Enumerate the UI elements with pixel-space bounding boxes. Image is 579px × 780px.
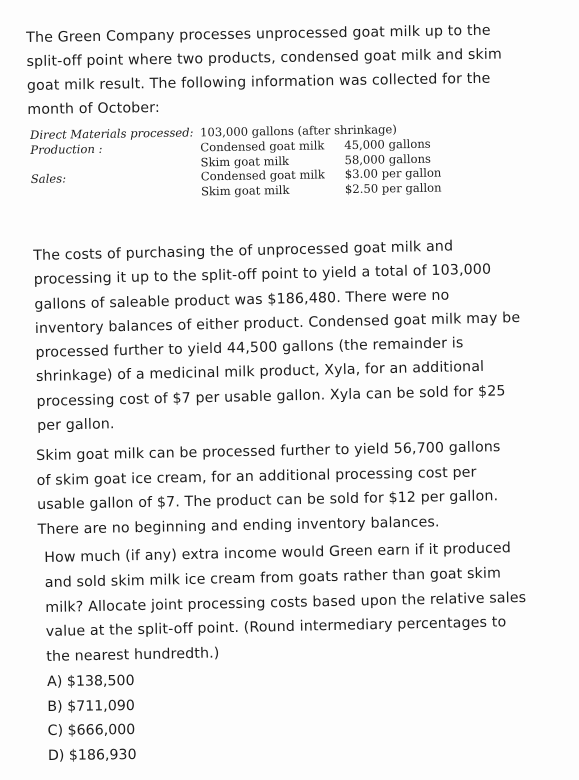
- skim-line: Skim goat milk can be processed further to yield 56,700 gallons: [36, 439, 501, 464]
- costs-line: processing cost of $7 per usable gallon. Xyla can be sold for $25: [36, 383, 506, 410]
- choice-b[interactable]: B) $711,090: [47, 697, 135, 715]
- question-line: the nearest hundredth.): [46, 645, 220, 666]
- sales-value: $3.00 per gallon: [344, 165, 442, 182]
- costs-line: The costs of purchasing the of unprocessed goat milk and: [33, 238, 454, 264]
- costs-line: gallons of saleable product was $186,480. There were no: [34, 287, 450, 313]
- costs-line: shrinkage) of a medicinal milk product, Xyla, for an additional: [35, 359, 485, 386]
- answer-choices: [47, 669, 137, 768]
- sales-product: Condensed goat milk: [200, 167, 325, 184]
- costs-line: inventory balances of either product. Condensed goat milk may be: [34, 309, 521, 337]
- skim-milk-paragraph: [36, 434, 546, 542]
- production-value: 58,000 gallons: [344, 151, 432, 167]
- question-line: milk? Allocate joint processing costs based upon the relative sales: [45, 589, 527, 616]
- intro-line: month of October:: [27, 99, 161, 118]
- october-info-table: [30, 121, 451, 202]
- choice-d[interactable]: D) $186,930: [47, 746, 137, 764]
- intro-paragraph: [26, 18, 527, 122]
- direct-materials-value: 103,000 gallons (after shrinkage): [199, 122, 397, 140]
- production-product: Condensed goat milk: [200, 138, 325, 155]
- costs-line: processing it up to the split-off point to yield a total of 103,000: [33, 261, 492, 289]
- sales-label: Sales:: [30, 171, 67, 187]
- production-value: 45,000 gallons: [344, 136, 431, 152]
- skim-line: of skim goat ice cream, for an additional processing cost per: [36, 464, 477, 489]
- skim-line: There are no beginning and ending inventory balances.: [37, 514, 440, 538]
- intro-line: The Green Company processes unprocessed goat milk up to the: [26, 22, 491, 46]
- costs-line: per gallon.: [36, 416, 115, 435]
- production-product: Skim goat milk: [200, 153, 290, 169]
- question-line: value at the split-off point. (Round intermediary percentages to: [45, 614, 507, 641]
- sales-value: $2.50 per gallon: [344, 180, 442, 197]
- question-line: How much (if any) extra income would Green earn if it produced: [44, 540, 512, 566]
- choice-a[interactable]: A) $138,500: [47, 673, 135, 690]
- sales-product: Skim goat milk: [200, 183, 290, 199]
- costs-paragraph: [33, 232, 547, 438]
- intro-line: split-off point where two products, condensed goat milk and skim: [26, 46, 503, 70]
- intro-line: goat milk result. The following information was collected for the: [26, 70, 491, 94]
- choice-c[interactable]: C) $666,000: [47, 722, 136, 739]
- skim-line: usable gallon of $7. The product can be sold for $12 per gallon.: [37, 488, 499, 514]
- question-line: and sold skim milk ice cream from goats rather than goat skim: [44, 565, 502, 591]
- question-paragraph: [44, 535, 550, 670]
- direct-materials-label: Direct Materials processed:: [30, 125, 194, 142]
- costs-line: processed further to yield 44,500 gallons (the remainder is: [35, 335, 464, 362]
- production-label: Production :: [30, 141, 103, 157]
